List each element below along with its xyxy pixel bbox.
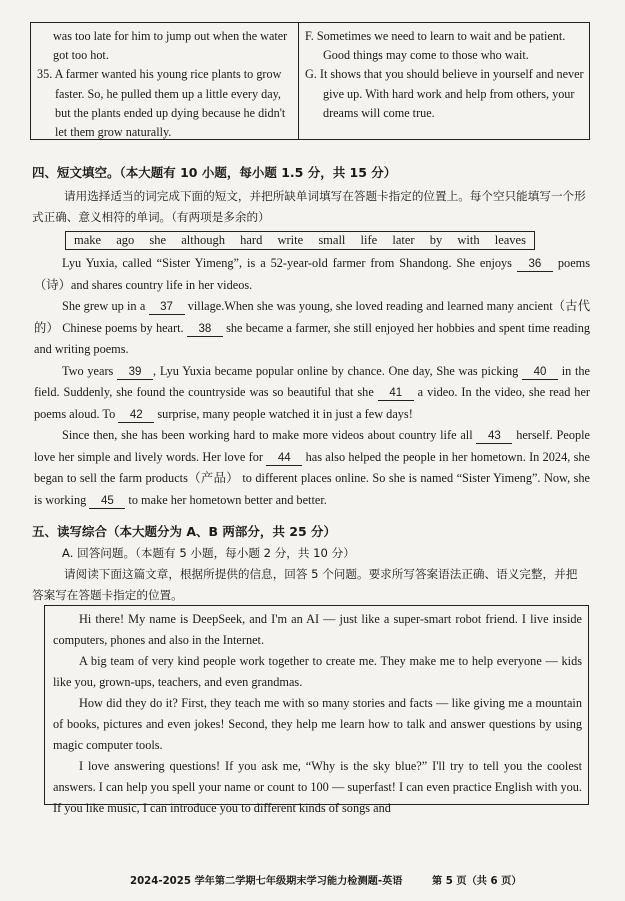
- word-bank-word: small: [318, 233, 346, 247]
- answer-blank: 37: [149, 300, 185, 315]
- page-number: 第 5 页（共 6 页）: [432, 876, 522, 887]
- matching-table-right: [299, 23, 589, 139]
- passage-text: surprise, many people watched it in just a few days!: [154, 406, 413, 421]
- passage-text: in the field. Suddenly, she found the countryside was so beautiful that she: [34, 363, 590, 399]
- answer-blank: 39: [117, 365, 153, 380]
- reading-paragraph: A big team of very kind people work together to create me. They make me to help everyone — kids like you, grown-ups, teachers, and even grandmas.: [53, 654, 582, 689]
- table-row: 35. A farmer wanted his young rice plants to grow faster. So, he pulled them up a little every day, but the plants ended up dying because he didn't let them grow naturally.: [37, 67, 286, 140]
- word-bank-word: with: [457, 233, 480, 247]
- passage-paragraph: [34, 425, 590, 511]
- passage-paragraph: [34, 253, 590, 296]
- answer-blank: 36: [517, 257, 553, 272]
- section-5-instruction: 请阅读下面这篇文章，根据所提供的信息，回答 5 个问题。要求所写答案语法正确、语义完整，并把答案写在答题卡指定的位置。: [32, 567, 578, 602]
- matching-table-left: [31, 23, 299, 139]
- reading-passage: [44, 605, 589, 815]
- passage-paragraph: [34, 296, 590, 361]
- passage-text: Two years: [62, 363, 118, 378]
- passage-paragraph: [34, 361, 590, 426]
- answer-blank: 40: [522, 365, 558, 380]
- word-bank-word: hard: [240, 233, 263, 247]
- table-row: was too late for him to jump out when the water got too hot.: [53, 29, 288, 63]
- passage-text: has also helped the people in her hometown. In 2024, she began to sell the farm products（产品） to different places online. So she is named “Sister Yimeng”. Now, she is working: [34, 449, 591, 507]
- passage-text: poems（诗）and shares country life in her videos.: [34, 256, 590, 292]
- reading-paragraph: How did they do it? First, they teach me with so many stories and facts — like giving me a mountain of books, pictures and even jokes! Second, they help me learn how to talk and answer questions by using magic computer tools.: [53, 696, 582, 752]
- page-footer: [130, 872, 548, 887]
- answer-blank: 45: [89, 494, 125, 509]
- section-4-instruction: 请用选择适当的词完成下面的短文，并把所缺单词填写在答题卡指定的位置上。每个空只能填写一个形式正确、意义相符的单词。（有两项是多余的）: [32, 189, 586, 224]
- word-bank-word: although: [181, 233, 225, 247]
- passage-text: she became a farmer, she still enjoyed her hobbies and spent time reading and writing poems.: [34, 320, 590, 356]
- word-bank-word: by: [429, 233, 443, 247]
- section-5-subheading: A. 回答问题。（本题有 5 小题，每小题 2 分，共 10 分）: [62, 546, 355, 560]
- section-4-heading: 四、短文填空。（本大题有 10 小题，每小题 1.5 分，共 15 分）: [32, 165, 397, 180]
- word-bank-word: make: [74, 233, 102, 247]
- passage-text: village.When she was young, she loved reading and learned many ancient（古代的） Chinese poems by heart.: [34, 299, 590, 335]
- passage-text: a video. In the video, she read her poems aloud. To: [34, 385, 591, 421]
- table-row: G. It shows that you should believe in yourself and never give up. With hard work and help from others, your dreams will come true.: [305, 67, 584, 120]
- word-bank-word: she: [149, 233, 167, 247]
- section-5-heading: 五、读写综合（本大题分为 A、B 两部分，共 25 分）: [32, 524, 337, 539]
- exam-title: 2024-2025 学年第二学期七年级期末学习能力检测题-英语: [130, 876, 403, 887]
- word-bank-word: life: [360, 233, 378, 247]
- matching-table: [30, 22, 590, 140]
- word-bank: [65, 231, 535, 250]
- passage-text: to make her hometown better and better.: [125, 492, 327, 507]
- answer-blank: 44: [266, 451, 302, 466]
- word-bank-word: leaves: [494, 233, 526, 247]
- table-row: F. Sometimes we need to learn to wait and be patient. Good things may come to those who wait.: [305, 29, 566, 63]
- reading-paragraph: I love answering questions! If you ask me, “Why is the sky blue?” I'll try to tell you the coolest answers. I can help you spell your name or count to 100 — superfast! I can even practice English with you. If you like music, I can introduce you to different kinds of songs and: [53, 759, 582, 815]
- answer-blank: 41: [378, 386, 414, 401]
- cloze-passage: [34, 253, 590, 511]
- passage-text: Since then, she has been working hard to make more videos about country life all: [62, 428, 477, 442]
- word-bank-word: write: [277, 233, 304, 247]
- reading-paragraph: Hi there! My name is DeepSeek, and I'm an AI — just like a super-smart robot friend. I live inside computers, phones and also in the Internet.: [53, 612, 582, 647]
- passage-text: , Lyu Yuxia became popular online by chance. One day, She was picking: [153, 363, 522, 378]
- passage-text: Lyu Yuxia, called “Sister Yimeng”, is a 52-year-old farmer from Shandong. She enjoys: [62, 256, 517, 270]
- word-bank-word: later: [392, 233, 415, 247]
- word-bank-word: ago: [116, 233, 135, 247]
- answer-blank: 43: [476, 429, 512, 444]
- passage-text: She grew up in a: [62, 299, 149, 313]
- answer-blank: 38: [187, 322, 223, 337]
- answer-blank: 42: [118, 408, 154, 423]
- passage-text: herself. People love her simple and lively words. Her love for: [34, 428, 590, 464]
